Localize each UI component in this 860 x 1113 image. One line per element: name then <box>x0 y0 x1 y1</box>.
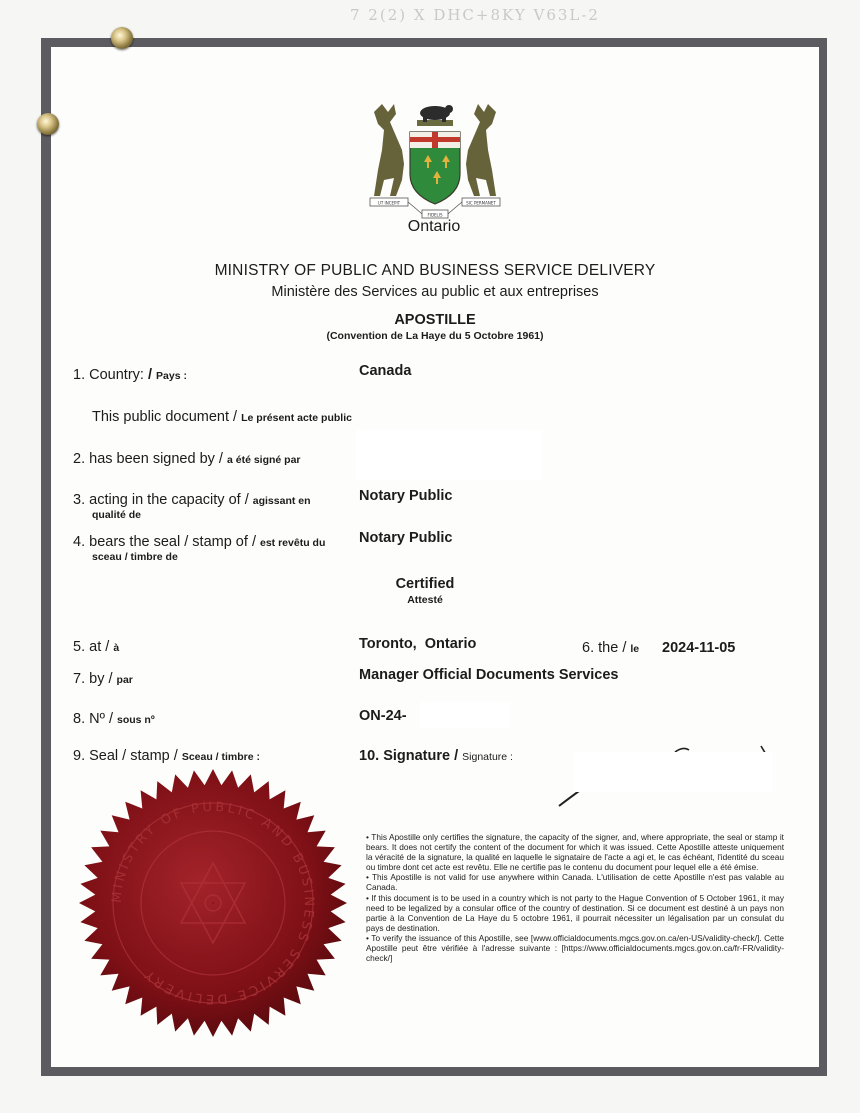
field-at-value: Toronto, Ontario <box>359 636 477 652</box>
field-seal-of-value: Notary Public <box>359 530 453 546</box>
document-title: APOSTILLE <box>394 312 476 328</box>
notice-paragraph: • This Apostille only certifies the signature, the capacity of the signer, and, where appropriate, the seal or stamp it bears. It does not certify the content of the document for which it was issued. Cette Apostille atteste uniquement la véracité de la signature, la qualité en laquelle le signataire de l'acte a agi et, le cas échéant, l'identité du sceau ou timbre dont cet acte est revêtu. Elle ne certifie pas le contenu du document pour lequel elle a été émise. <box>366 832 784 873</box>
field-country-label: 1. Country: / Pays : <box>73 367 187 383</box>
field-by-label: 7. by / par <box>73 671 133 687</box>
field-capacity-label-fr2: qualité de <box>92 509 142 521</box>
field-date-value: 2024-11-05 <box>662 640 736 656</box>
apostille-notice <box>366 832 784 963</box>
motto-left: UT INCEPIT <box>377 200 401 206</box>
notice-paragraph: • This Apostille is not valid for use anywhere within Canada. L'utilisation de cette Apostille n'est pas valable au Canada. <box>366 872 784 893</box>
ministry-name-fr: Ministère des Services au public et aux entreprises <box>271 284 599 300</box>
ontario-coat-of-arms-icon <box>368 100 502 222</box>
notice-paragraph: • If this document is to be used in a country which is not party to the Hague Convention of 5 October 1961, it may need to be legalized by a consular office of the country of destination. Si ce document est destiné à un pays non partie à la Convention de La Haye du 5 octobre 1961, il pourrait nécessiter un légalisation par un consulat du pays de destination. <box>366 892 784 933</box>
binding-rivet-left <box>37 113 59 135</box>
binding-rivet-top <box>111 27 133 49</box>
field-date-label: 6. the / le <box>582 640 640 656</box>
field-signature-label: 10. Signature / Signature : <box>359 748 513 764</box>
convention-subtitle: (Convention de La Haye du 5 Octobre 1961) <box>326 330 544 342</box>
ministry-name-en: MINISTRY OF PUBLIC AND BUSINESS SERVICE DELIVERY <box>214 262 656 279</box>
motto-right: SIC PERMANET <box>466 200 496 206</box>
field-number-redacted <box>420 702 510 728</box>
field-by-value: Manager Official Documents Services <box>359 667 619 683</box>
emblem-caption: Ontario <box>407 218 461 235</box>
field-capacity-label: 3. acting in the capacity of / agissant en <box>73 492 311 508</box>
seal-ring-text: MINISTRY OF PUBLIC AND BUSINESS SERVICE DELIVERY <box>109 799 317 1007</box>
field-seal-of-label: 4. bears the seal / stamp of / est revêtu du <box>73 534 326 550</box>
signature-redacted <box>573 752 772 792</box>
certified-heading-fr: Attesté <box>407 594 443 606</box>
public-document-label: This public document / Le présent acte public <box>92 409 352 425</box>
notice-paragraph: • To verify the issuance of this Apostille, see [www.officialdocuments.mgcs.gov.on.ca/en-US/validity-check/]. Cette Apostille peut être vérifiée à l'adresse suivante : [https://www.officialdocuments.mgcs.gov.on.ca/fr-FR/validity-check/] <box>366 932 784 964</box>
field-number-label: 8. Nº / sous nº <box>73 711 155 727</box>
field-capacity-value: Notary Public <box>359 488 453 504</box>
field-at-label: 5. at / à <box>73 639 120 655</box>
field-seal-stamp-label: 9. Seal / stamp / Sceau / timbre : <box>73 748 261 764</box>
field-seal-of-label-fr2: sceau / timbre de <box>92 551 178 563</box>
motto-center: FIDELIS <box>427 212 443 218</box>
certified-heading: Certified <box>395 576 455 592</box>
embossed-seal-icon <box>75 765 351 1041</box>
field-signed-by-redacted <box>356 430 542 480</box>
field-signed-by-label: 2. has been signed by / a été signé par <box>73 451 301 467</box>
field-country-value: Canada <box>359 363 412 379</box>
field-number-value: ON-24- <box>359 708 407 724</box>
